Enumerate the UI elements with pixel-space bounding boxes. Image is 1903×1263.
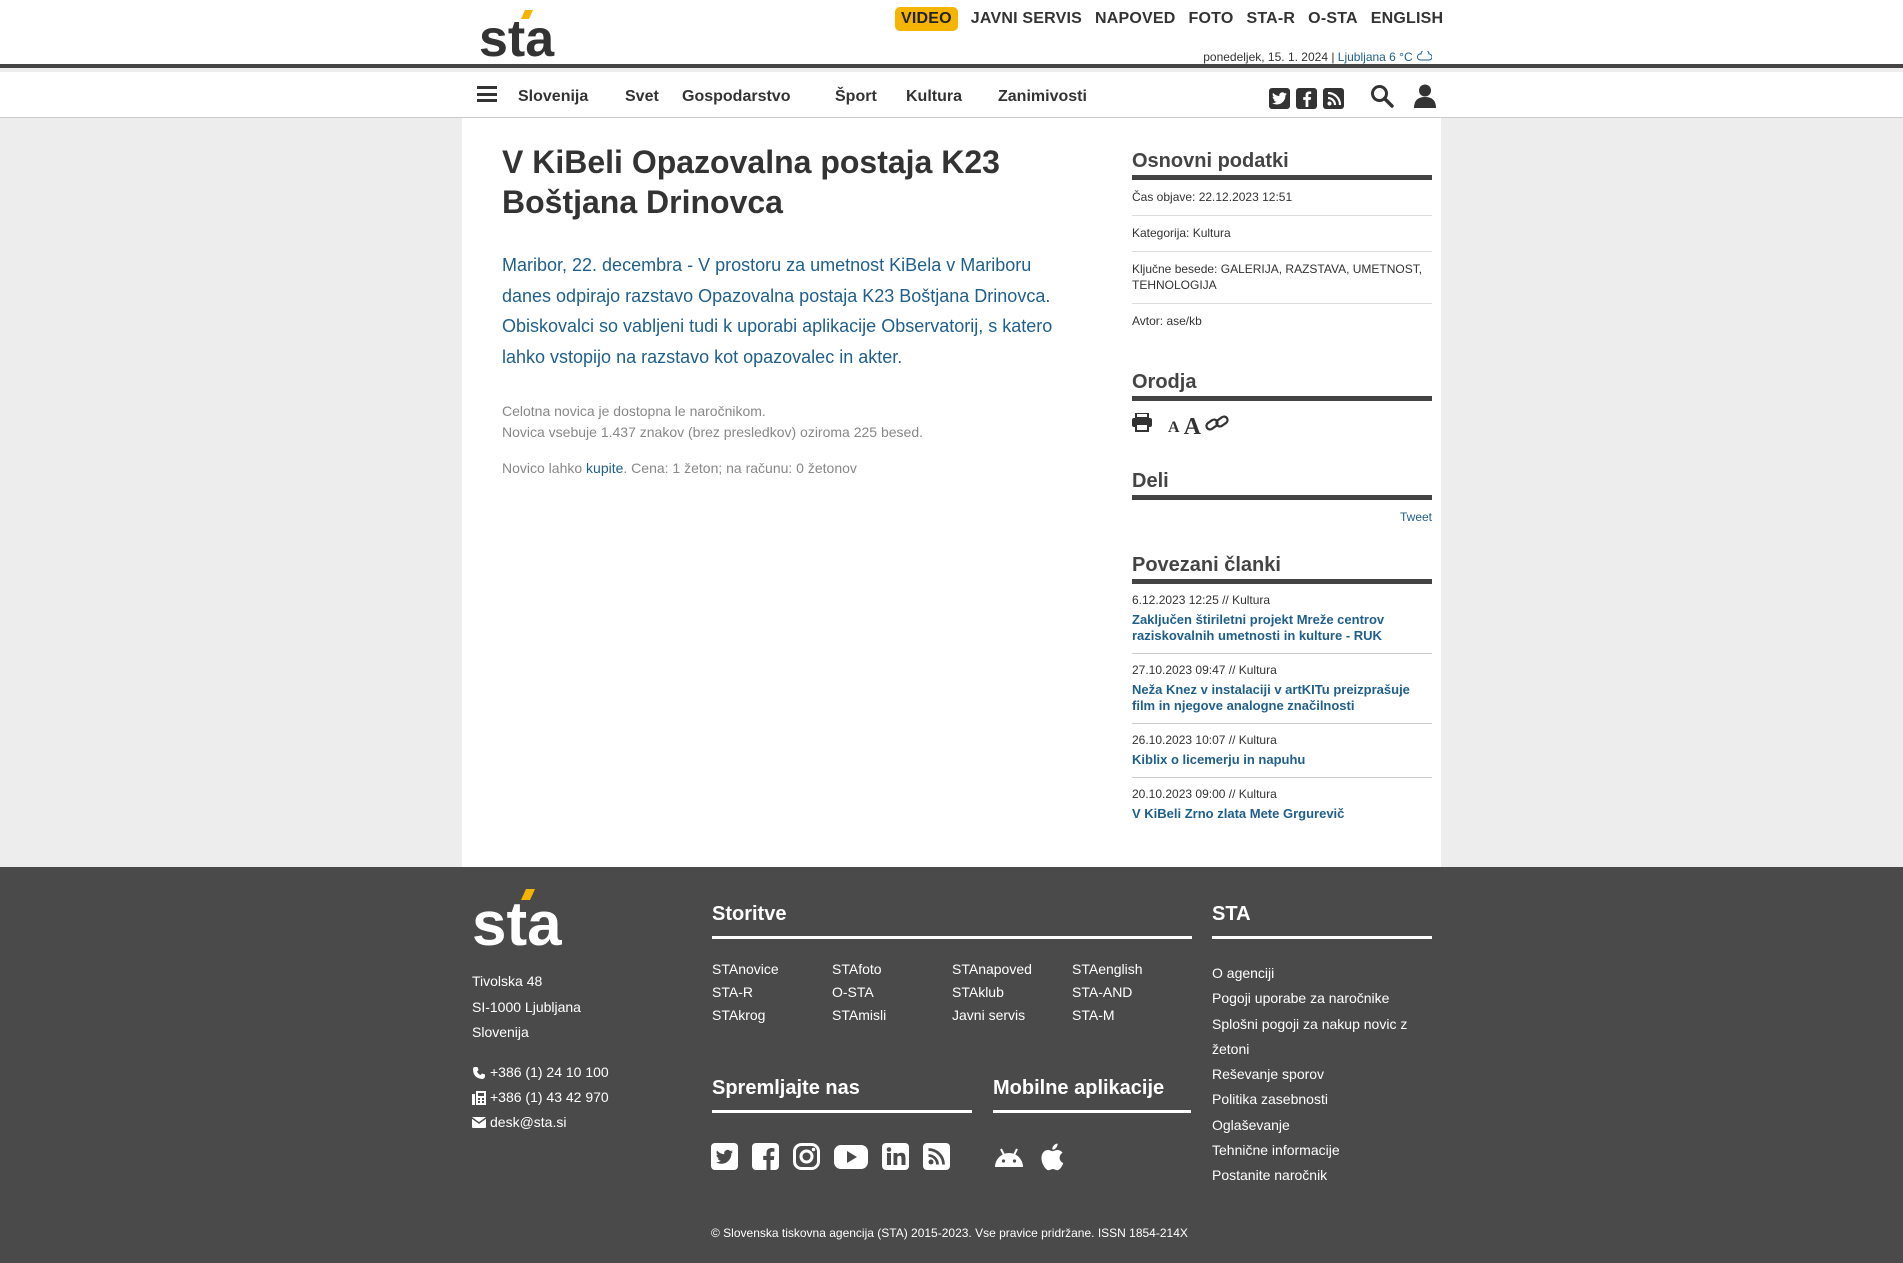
search-icon[interactable] (1370, 84, 1394, 113)
sta-link[interactable]: Reševanje sporov (1212, 1066, 1325, 1083)
phone-row (472, 1060, 609, 1085)
cloud-icon (1416, 51, 1432, 61)
buy-line (502, 458, 857, 479)
nav-sport[interactable]: Šport (835, 88, 877, 105)
services-grid (712, 961, 1192, 1023)
android-icon[interactable] (992, 1146, 1026, 1168)
author: Avtor: ase/kb (1132, 314, 1202, 328)
top-header (0, 0, 1903, 68)
top-link-sta-r[interactable]: STA-R (1246, 10, 1296, 27)
weather-link[interactable] (1338, 50, 1432, 64)
sta-link[interactable]: O agenciji (1212, 965, 1275, 981)
main-content (462, 118, 1441, 867)
tools-section (1132, 371, 1432, 440)
address-line: Slovenija (472, 1024, 529, 1040)
top-link-english[interactable]: ENGLISH (1370, 10, 1444, 27)
nav-kultura[interactable]: Kultura (906, 88, 962, 105)
paywall-note (502, 401, 923, 443)
related-meta: 20.10.2023 09:00 // Kultura (1132, 787, 1277, 801)
related-title-link[interactable]: Kiblix o licemerju in napuhu (1132, 752, 1306, 767)
social-icons (711, 1143, 950, 1170)
envelope-icon (472, 1117, 486, 1128)
sta-link[interactable]: Postanite naročnik (1212, 1167, 1328, 1184)
top-link-napoved[interactable]: NAPOVED (1094, 10, 1176, 27)
publish-time: Čas objave: 22.12.2023 12:51 (1132, 180, 1432, 216)
follow-title: Spremljajte nas (712, 1077, 972, 1113)
related-title: Povezani članki (1132, 554, 1432, 584)
facebook-icon[interactable] (752, 1143, 779, 1170)
footer-logo-text: sta (472, 890, 562, 949)
font-smaller-button[interactable]: A (1168, 419, 1180, 436)
buy-suffix: . Cena: 1 žeton; na računu: 0 žetonov (623, 460, 857, 476)
basic-data-title: Osnovni podatki (1132, 150, 1432, 180)
facebook-icon[interactable] (1296, 88, 1317, 109)
article-lead: Maribor, 22. decembra - V prostoru za umetnost KiBela v Mariboru danes odpirajo razstavo Opazovalna postaja K23 Boštjana Drinovca. Obiskovalci so vabljeni tudi k uporabi aplikacije Observatorij, s katero lahko vstopijo na razstavo kot opazovalec in akter. (502, 255, 1053, 367)
phone-icon (472, 1066, 486, 1080)
nav-gospodarstvo[interactable]: Gospodarstvo (682, 88, 791, 105)
related-title-link[interactable]: Zaključen štiriletni projekt Mreže centrov raziskovalnih umetnosti in kulture - RUK (1132, 612, 1385, 643)
email-row (472, 1110, 609, 1135)
sta-link[interactable]: Politika zasebnosti (1212, 1091, 1328, 1108)
top-link-javni-servis[interactable]: JAVNI SERVIS (970, 10, 1082, 27)
apple-icon[interactable] (1040, 1143, 1064, 1171)
related-item[interactable] (1132, 584, 1432, 654)
sta-link[interactable]: Splošni pogoji za nakup novic z žetoni (1212, 1015, 1408, 1057)
instagram-icon[interactable] (793, 1143, 820, 1170)
fax-icon (472, 1091, 486, 1105)
menu-icon[interactable] (477, 86, 497, 102)
related-item[interactable] (1132, 654, 1432, 724)
service-link[interactable]: STA-AND (1072, 984, 1133, 1000)
sta-link[interactable]: Oglaševanje (1212, 1116, 1290, 1133)
service-link[interactable]: STAnovice (712, 961, 779, 977)
copyright: © Slovenska tiskovna agencija (STA) 2015-2023. Vse pravice pridržane. ISSN 1854-214X (711, 1226, 1188, 1240)
twitter-icon[interactable] (711, 1143, 738, 1170)
buy-link[interactable]: kupite (586, 460, 624, 476)
twitter-icon[interactable] (1269, 88, 1290, 109)
tools-title: Orodja (1132, 371, 1432, 401)
nav-zanimivosti[interactable]: Zanimivosti (998, 88, 1087, 105)
service-link[interactable]: STAenglish (1072, 961, 1143, 977)
contacts (472, 1060, 609, 1135)
link-icon[interactable] (1205, 414, 1229, 437)
font-larger-button[interactable]: A (1183, 414, 1201, 440)
service-link[interactable]: STAkrog (712, 1007, 766, 1023)
weather-text: Ljubljana 6 °C (1337, 50, 1413, 64)
service-link[interactable]: STAnapoved (952, 961, 1032, 977)
rss-icon[interactable] (923, 1143, 950, 1170)
share-section (1132, 470, 1432, 524)
address-line: SI-1000 Ljubljana (472, 998, 581, 1015)
sta-links (1212, 961, 1432, 1189)
related-title-link[interactable]: V KiBeli Zrno zlata Mete Grgurevič (1132, 806, 1345, 821)
service-link[interactable]: STAfoto (832, 961, 882, 977)
linkedin-icon[interactable] (882, 1143, 909, 1170)
address (472, 969, 581, 1046)
related-meta: 26.10.2023 10:07 // Kultura (1132, 733, 1277, 747)
top-link-video[interactable]: VIDEO (895, 7, 958, 31)
nav-svet[interactable]: Svet (625, 88, 659, 105)
logo-text: sta (479, 10, 555, 60)
basic-data-section (1132, 150, 1432, 339)
service-link[interactable]: STA-M (1072, 1007, 1115, 1023)
word-count-text: Novica vsebuje 1.437 znakov (brez presledkov) oziroma 225 besed. (502, 424, 924, 440)
top-link-foto[interactable]: FOTO (1188, 10, 1234, 27)
print-icon[interactable] (1132, 413, 1152, 437)
phone-text[interactable]: +386 (1) 24 10 100 (490, 1064, 609, 1080)
rss-icon[interactable] (1323, 88, 1344, 109)
fax-text: +386 (1) 43 42 970 (490, 1089, 609, 1105)
date-weather (1203, 50, 1432, 64)
fax-row (472, 1085, 609, 1110)
mobile-app-icons (992, 1143, 1064, 1171)
top-link-o-sta[interactable]: O-STA (1308, 10, 1358, 27)
sta-logo[interactable] (479, 10, 565, 60)
service-link[interactable]: STAklub (952, 984, 1004, 1000)
main-nav (0, 72, 1903, 118)
tools-row (1132, 413, 1432, 440)
related-item[interactable] (1132, 724, 1432, 778)
date-text: ponedeljek, 15. 1. 2024 | (1203, 50, 1335, 64)
mobile-title: Mobilne aplikacije (993, 1077, 1191, 1113)
top-links (895, 6, 1456, 32)
article-title: V KiBeli Opazovalna postaja K23 Boštjana Drinovca (502, 144, 1000, 220)
paywall-text: Celotna novica je dostopna le naročnikom. (502, 403, 766, 419)
service-link[interactable]: O-STA (832, 984, 874, 1000)
sta-link[interactable]: Pogoji uporabe za naročnike (1212, 990, 1390, 1007)
nav-icons (1269, 84, 1436, 113)
buy-prefix: Novico lahko (502, 460, 583, 476)
tweet-link[interactable]: Tweet (1399, 510, 1432, 524)
nav-slovenija[interactable]: Slovenija (518, 88, 589, 105)
related-item[interactable] (1132, 778, 1432, 831)
share-title: Deli (1132, 470, 1432, 500)
related-meta: 27.10.2023 09:47 // Kultura (1132, 663, 1277, 677)
email-text[interactable]: desk@sta.si (490, 1114, 567, 1130)
footer (0, 867, 1903, 1263)
services-title: Storitve (712, 903, 1192, 939)
user-icon[interactable] (1414, 84, 1436, 113)
related-section (1132, 554, 1432, 831)
sta-link[interactable]: Tehnične informacije (1212, 1142, 1340, 1159)
youtube-icon[interactable] (834, 1145, 868, 1169)
service-link[interactable]: Javni servis (952, 1007, 1026, 1023)
category: Kategorija: Kultura (1132, 216, 1432, 252)
keywords: Ključne besede: GALERIJA, RAZSTAVA, UMETNOST, TEHNOLOGIJA (1132, 252, 1432, 304)
address-line: Tivolska 48 (472, 973, 543, 989)
service-link[interactable]: STAmisli (832, 1007, 887, 1023)
service-link[interactable]: STA-R (712, 984, 753, 1000)
related-title-link[interactable]: Neža Knez v instalaciji v artKITu preizprašuje film in njegove analogne značilnosti (1132, 682, 1410, 713)
related-meta: 6.12.2023 12:25 // Kultura (1132, 593, 1271, 607)
footer-sta-logo[interactable] (472, 889, 572, 949)
sta-title: STA (1212, 903, 1432, 939)
